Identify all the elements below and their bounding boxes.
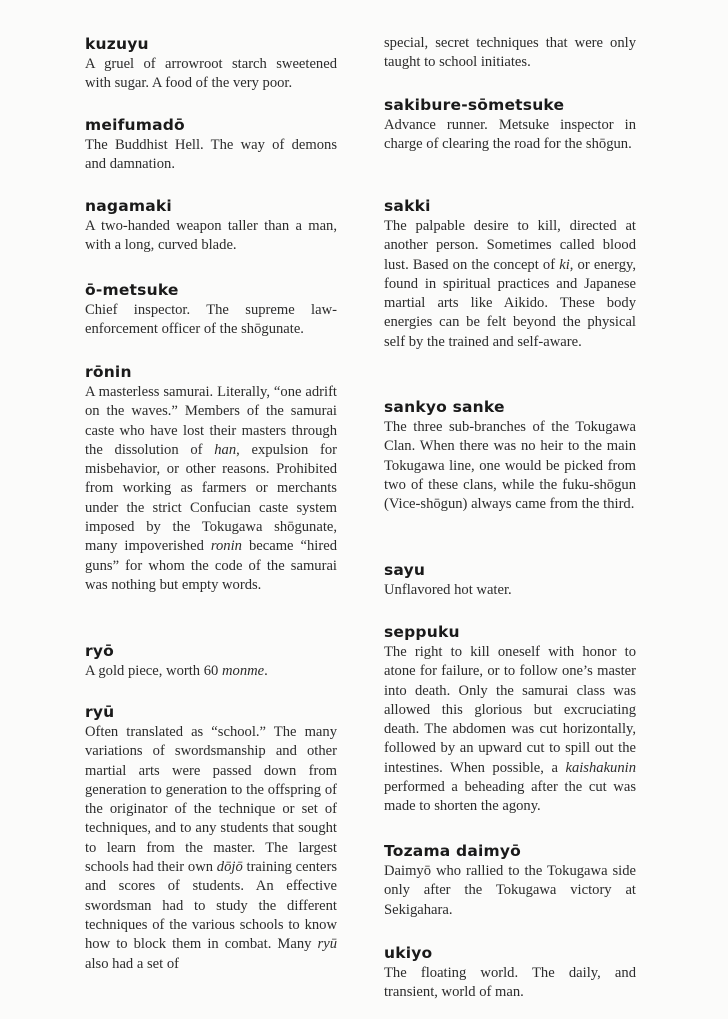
entry-term: Tozama daimyō xyxy=(384,842,522,860)
entry-definition xyxy=(85,662,337,681)
definition-text: , or energy, found in spiritual practices and Japanese martial arts like Aikido. These body energies can be felt beyond the physical self by the trained and self-aware. xyxy=(384,256,636,350)
glossary-entry-sakibure-sometsuke xyxy=(384,95,636,155)
glossary-entry-sakki xyxy=(384,196,636,352)
entry-definition: A gruel of arrowroot starch sweetened with sugar. A food of the very poor. xyxy=(85,56,337,92)
entry-term: seppuku xyxy=(384,623,460,641)
glossary-entry-ukiyo xyxy=(384,943,636,1003)
glossary-entry-seppuku xyxy=(384,622,636,817)
definition-text: A masterless samurai. Literally, “one adrift on the waves.” Members of the samurai caste who have lost their masters through the dissolution of xyxy=(85,384,337,458)
entry-term: sakki xyxy=(384,197,431,215)
glossary-entry-kuzuyu xyxy=(85,34,337,94)
glossary-entry-ryo xyxy=(85,641,337,681)
definition-text: training centers and scores of students. An effective swordsman had to study the different techniques of the various schools to know how to block them in combat. Many xyxy=(85,859,337,953)
definition-text: The right to kill oneself with honor to atone for failure, or to follow one’s master into death. Only the samurai class was allowed this glorious but excruciating death. The abdomen was cut horizontally, followed by an upward cut to spill out the intestines. When possible, a xyxy=(384,644,636,776)
definition-italic-term: ki xyxy=(559,256,570,273)
definition-text: A gold piece, worth 60 xyxy=(85,663,222,679)
entry-term: nagamaki xyxy=(85,197,172,215)
definition-text: performed a beheading after the cut was made to shorten the agony. xyxy=(384,779,636,815)
entry-definition xyxy=(384,643,636,817)
continued-text: special, secret techniques that were only taught to school initiates. xyxy=(384,35,636,71)
continued-definition-ryu xyxy=(384,34,636,73)
glossary-entry-o-metsuke xyxy=(85,280,337,340)
entry-definition xyxy=(85,723,337,974)
definition-text: . xyxy=(264,663,268,679)
glossary-entry-ryu xyxy=(85,702,337,974)
glossary-entry-ronin xyxy=(85,362,337,595)
entry-definition: The three sub-branches of the Tokugawa Clan. When there was no heir to the main Tokugawa line, one would be picked from two of these clans, while the fuku-shōgun (Vice-shōgun) always came from the third. xyxy=(384,419,636,513)
definition-italic-term: dōjō xyxy=(216,859,243,876)
entry-term: meifumadō xyxy=(85,116,185,134)
glossary-entry-nagamaki xyxy=(85,196,337,256)
definition-italic-term: kaishakunin xyxy=(565,759,636,776)
definition-italic-term: ryū xyxy=(317,936,337,953)
glossary-entry-tozama-daimyo xyxy=(384,841,636,920)
definition-italic-term: monme xyxy=(222,663,265,679)
entry-definition: Advance runner. Metsuke inspector in charge of clearing the road for the shōgun. xyxy=(384,117,636,153)
definition-text: became “hired guns” for whom the code of the samurai was nothing but empty words. xyxy=(85,538,337,593)
glossary-entry-sayu xyxy=(384,560,636,600)
entry-definition: The floating world. The daily, and transient, world of man. xyxy=(384,965,636,1001)
entry-term: ryō xyxy=(85,642,114,660)
entry-term: sakibure-sōmetsuke xyxy=(384,96,565,114)
definition-text: , expulsion for misbehavior, or other reasons. Prohibited from working as farmers or merchants under the strict Confucian caste system imposed by the Tokugawa shōgunate, many impoverished xyxy=(85,441,337,555)
definition-italic-term: ronin xyxy=(210,538,242,555)
definition-text: also had a set of xyxy=(85,955,180,972)
entry-definition: Chief inspector. The supreme law-enforcement officer of the shōgunate. xyxy=(85,302,337,338)
entry-definition: A two-handed weapon taller than a man, with a long, curved blade. xyxy=(85,218,337,254)
entry-term: ukiyo xyxy=(384,944,433,962)
entry-definition: The Buddhist Hell. The way of demons and damnation. xyxy=(85,137,337,173)
definition-text: Often translated as “school.” The many variations of swordsmanship and other martial arts were passed down from generation to generation to the offspring of the originator of the technique or set of techniques, and to any students that sought to learn from the master. The largest schools had their own xyxy=(85,724,337,876)
entry-definition: Daimyō who rallied to the Tokugawa side only after the Tokugawa victory at Sekigahara. xyxy=(384,863,636,918)
definition-italic-term: han xyxy=(214,441,237,458)
entry-term: ryū xyxy=(85,703,115,721)
entry-term: sankyo sanke xyxy=(384,398,505,416)
glossary-entry-meifumado xyxy=(85,115,337,175)
entry-definition: Unflavored hot water. xyxy=(384,582,512,598)
entry-definition xyxy=(384,217,636,352)
glossary-entry-sankyo-sanke xyxy=(384,397,636,514)
entry-term: kuzuyu xyxy=(85,35,149,53)
entry-term: sayu xyxy=(384,561,426,579)
entry-term: rōnin xyxy=(85,363,132,381)
entry-term: ō-metsuke xyxy=(85,281,179,299)
entry-definition xyxy=(85,383,337,595)
definition-text: The palpable desire to kill, directed at another person. Sometimes called blood lust. Based on the concept of xyxy=(384,218,636,273)
